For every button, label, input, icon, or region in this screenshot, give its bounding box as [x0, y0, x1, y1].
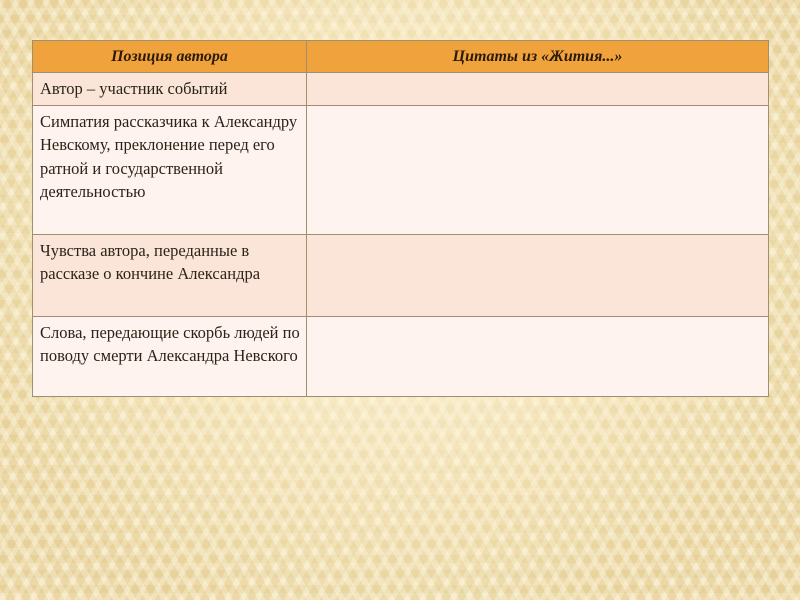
cell-position: Слова, передающие скорбь людей по поводу смерти Александра Невского — [33, 316, 307, 396]
cell-quote[interactable] — [307, 73, 769, 106]
table-row — [33, 73, 769, 106]
table-row — [33, 105, 769, 234]
quotes-table — [32, 40, 769, 397]
cell-quote[interactable] — [307, 234, 769, 316]
cell-quote[interactable] — [307, 105, 769, 234]
table-row — [33, 316, 769, 396]
header-author-position: Позиция автора — [33, 41, 307, 73]
header-quotes: Цитаты из «Жития...» — [307, 41, 769, 73]
cell-position: Чувства автора, переданные в рассказе о кончине Александра — [33, 234, 307, 316]
cell-position: Автор – участник событий — [33, 73, 307, 106]
table-row — [33, 234, 769, 316]
table-header-row — [33, 41, 769, 73]
cell-quote[interactable] — [307, 316, 769, 396]
cell-position: Симпатия рассказчика к Александру Невскому, преклонение перед его ратной и государственной деятельностью — [33, 105, 307, 234]
